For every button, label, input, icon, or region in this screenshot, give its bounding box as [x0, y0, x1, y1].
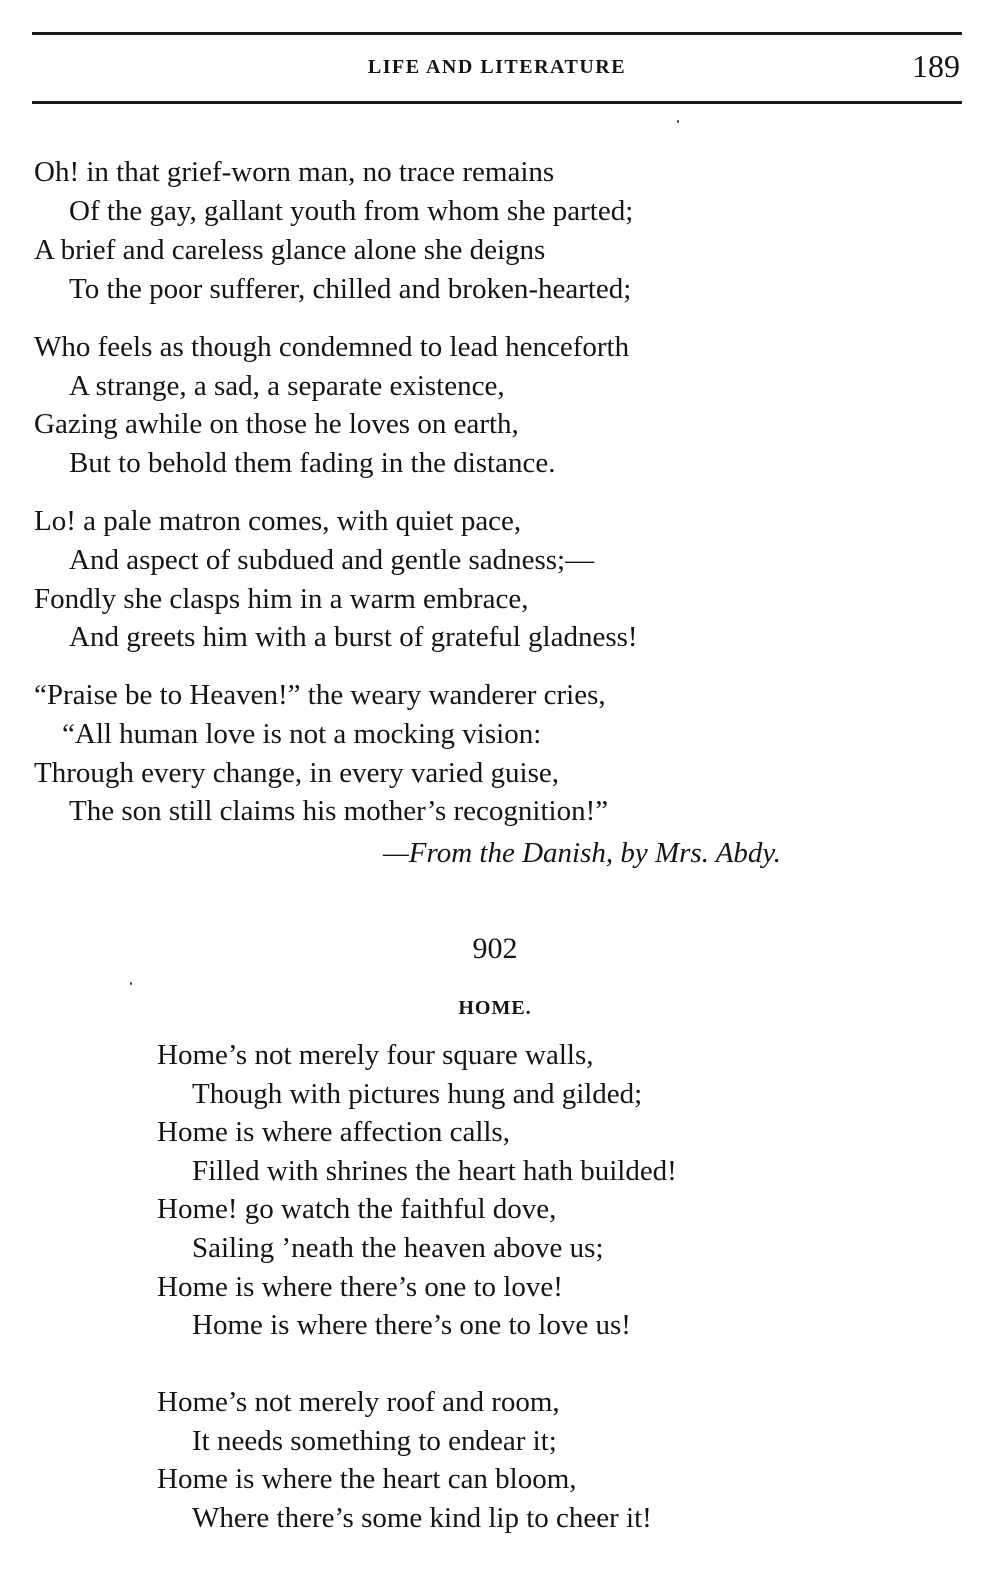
poem-line: Of the gay, gallant youth from whom she parted; — [69, 195, 634, 227]
attribution: —From the Danish, by Mrs. Abdy. — [383, 837, 781, 869]
poem-line: Home is where there’s one to love! — [157, 1271, 563, 1303]
poem-line: Home’s not merely roof and room, — [157, 1386, 560, 1418]
poem-line: It needs something to endear it; — [192, 1425, 557, 1457]
print-speck — [130, 982, 132, 985]
poem-line: Lo! a pale matron comes, with quiet pace, — [34, 505, 522, 537]
poem-line: A brief and careless glance alone she deigns — [34, 234, 546, 266]
poem-line: And aspect of subdued and gentle sadness;— — [69, 544, 595, 576]
poem-line: The son still claims his mother’s recognition!” — [69, 795, 609, 827]
poem-line: Fondly she clasps him in a warm embrace, — [34, 583, 529, 615]
poem-line: Sailing ’neath the heaven above us; — [192, 1232, 604, 1264]
top-rule — [32, 32, 962, 35]
page-number: 189 — [912, 48, 960, 84]
poem-line: Filled with shrines the heart hath builded! — [192, 1155, 677, 1187]
poem-line: Home’s not merely four square walls, — [157, 1039, 594, 1071]
poem-line: “All human love is not a mocking vision: — [62, 718, 542, 750]
poem-line: But to behold them fading in the distance. — [69, 447, 556, 479]
poem-line: “Praise be to Heaven!” the weary wanderer cries, — [34, 679, 606, 711]
print-speck — [677, 120, 679, 123]
poem-line: Though with pictures hung and gilded; — [192, 1078, 643, 1110]
running-title: LIFE AND LITERATURE — [367, 56, 627, 78]
header-bottom-rule — [32, 101, 962, 104]
poem-line: Through every change, in every varied guise, — [34, 757, 560, 789]
poem-line: Who feels as though condemned to lead henceforth — [34, 331, 630, 363]
poem-line: Home is where there’s one to love us! — [192, 1309, 631, 1341]
poem-line: Gazing awhile on those he loves on earth, — [34, 408, 519, 440]
poem-line: Home! go watch the faithful dove, — [157, 1193, 557, 1225]
poem-line: Where there’s some kind lip to cheer it! — [192, 1502, 652, 1534]
poem-line: Home is where the heart can bloom, — [157, 1463, 577, 1495]
poem-line: To the poor sufferer, chilled and broken-hearted; — [69, 273, 632, 305]
poem-line: Home is where affection calls, — [157, 1116, 510, 1148]
poem-title: HOME. — [458, 997, 532, 1019]
poem-line: Oh! in that grief-worn man, no trace remains — [34, 156, 555, 188]
poem-line: And greets him with a burst of grateful gladness! — [69, 621, 638, 653]
poem-line: A strange, a sad, a separate existence, — [69, 370, 505, 402]
poem-number: 902 — [472, 932, 518, 965]
